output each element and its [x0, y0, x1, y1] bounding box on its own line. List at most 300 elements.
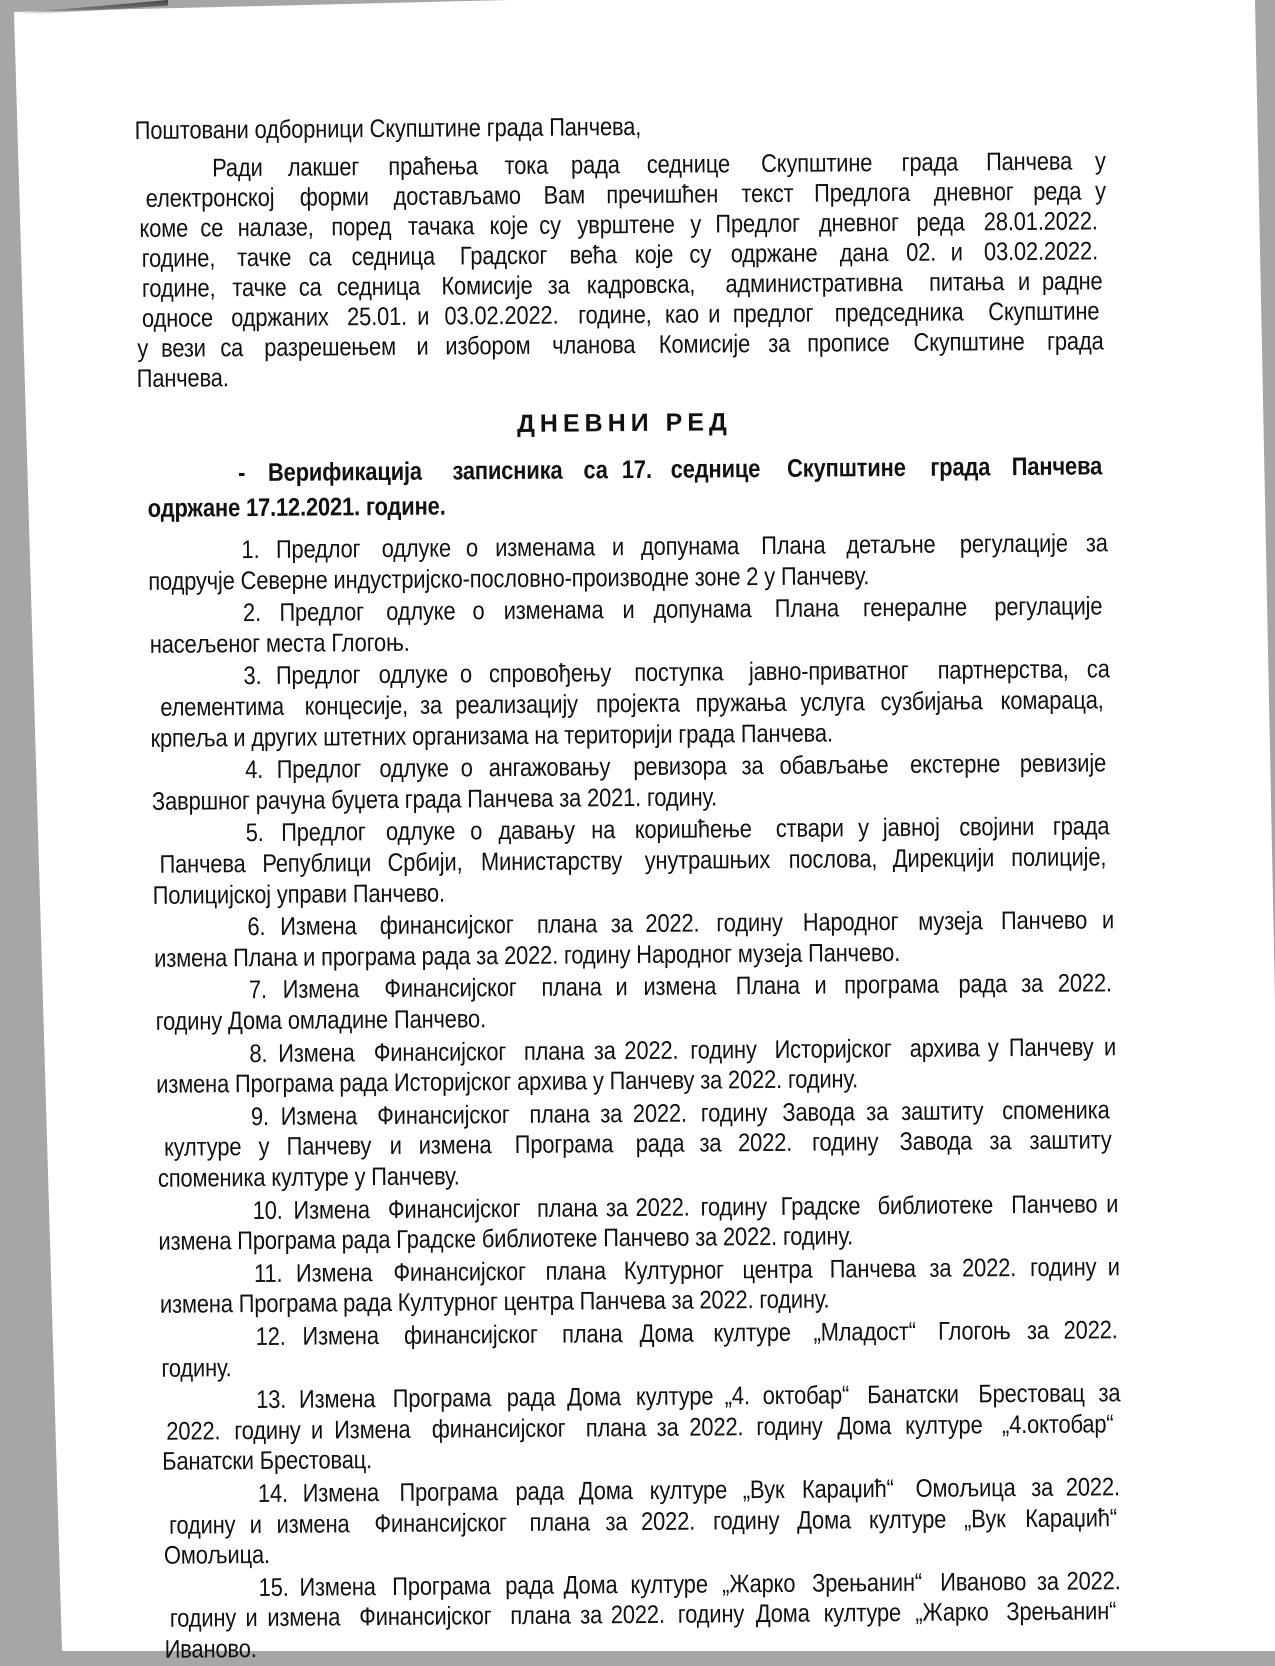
salutation: Поштовани одборници Скупштине града Панчева, — [134, 112, 642, 145]
word: обављање — [779, 751, 889, 781]
word: електронској — [145, 183, 275, 213]
word: пројекта — [596, 689, 681, 719]
word: плана — [545, 1257, 607, 1286]
word: 5. — [245, 819, 265, 848]
word: о — [471, 597, 485, 626]
word: Панчева — [1011, 452, 1103, 482]
agenda-item-14: Омољица. — [163, 1541, 270, 1570]
word: октобар“ — [762, 1381, 850, 1411]
word: Омољица — [914, 1474, 1016, 1503]
word: Дирекцији — [893, 844, 995, 874]
word: Скупштине — [987, 297, 1100, 327]
word: за — [929, 1254, 952, 1283]
word: плана — [585, 1413, 647, 1443]
word: изменама — [494, 533, 595, 563]
word: пружања — [695, 688, 787, 718]
word: на — [591, 816, 616, 845]
word: концесије, — [304, 691, 408, 721]
word: Скупштине — [761, 149, 873, 179]
word: у — [1095, 147, 1107, 176]
agenda-item-12: годину. — [160, 1353, 232, 1383]
word: године, — [141, 274, 216, 303]
word: административна — [724, 268, 903, 299]
word: са — [583, 456, 608, 485]
word: Финансијског — [373, 1508, 507, 1538]
word: за — [600, 1099, 623, 1129]
word: финансијског — [380, 911, 515, 941]
word: и — [389, 1132, 402, 1161]
word: 2022. — [645, 909, 700, 939]
word: Панчеву — [1009, 1033, 1095, 1062]
word: 4. — [244, 756, 264, 785]
word: 2022. — [624, 1036, 679, 1065]
agenda-item-8: измена Програма рада Историјског архива у Панчеву за 2022. годину. — [156, 1065, 859, 1099]
word: заштиту — [900, 1097, 983, 1126]
word: одлуке — [379, 754, 449, 784]
word: рада — [635, 1130, 685, 1159]
word: за — [1086, 529, 1109, 558]
word: 11. — [253, 1259, 283, 1288]
word: Финансијског — [393, 1257, 526, 1287]
word: за — [1036, 1567, 1059, 1596]
word: и — [311, 1416, 324, 1445]
word: Комисије — [440, 271, 533, 301]
word: 03.02.2022. — [444, 301, 559, 331]
word: у — [258, 1133, 270, 1162]
word: Градског — [459, 241, 548, 271]
intro-line: Панчева. — [136, 364, 229, 393]
word: Културног — [623, 1256, 725, 1285]
word: Финансијског — [373, 1037, 507, 1067]
word: за — [767, 329, 790, 358]
word: Панчева — [829, 1254, 916, 1284]
word: - — [237, 459, 246, 488]
word: финансијског — [404, 1320, 538, 1350]
word: Верификација — [267, 457, 422, 487]
word: Финансијског — [377, 1100, 511, 1130]
word: допунама — [641, 532, 740, 561]
word: Комисије — [658, 330, 750, 359]
word: 2022. — [737, 1129, 793, 1158]
word: дневног — [819, 208, 900, 238]
agenda-item-13 — [162, 1409, 1123, 1447]
word: које — [634, 240, 674, 270]
word: регулације — [959, 529, 1068, 559]
word: 2022. — [688, 1413, 744, 1442]
word: послова, — [788, 845, 877, 874]
word: годину — [1030, 1253, 1097, 1282]
word: 9. — [250, 1102, 269, 1131]
word: су — [689, 240, 712, 269]
word: 2022. — [1063, 1316, 1118, 1345]
word: културе — [635, 1382, 714, 1412]
word: спровођењу — [488, 659, 612, 689]
word: године, — [141, 244, 216, 273]
word: 2022. — [635, 1193, 690, 1222]
word: са — [1087, 655, 1111, 684]
word: плана — [537, 1193, 598, 1223]
word: Панчево — [1001, 906, 1088, 936]
word: односе — [141, 304, 214, 333]
word: града — [901, 148, 959, 177]
word: коришћење — [634, 815, 753, 845]
word: Измена — [295, 1258, 372, 1288]
word: Предлог — [280, 818, 366, 848]
word: Измена — [280, 1102, 357, 1131]
word: Измена — [298, 1385, 376, 1414]
word: предлог — [732, 299, 813, 329]
word: 2022. — [166, 1417, 221, 1446]
word: услуга — [800, 688, 866, 717]
verification-line — [237, 451, 1109, 488]
agenda-item-8 — [248, 1032, 1118, 1069]
word: Републици — [262, 849, 372, 878]
word: одлуке — [385, 597, 456, 627]
word: рада — [506, 1383, 556, 1413]
word: Измена — [302, 1479, 379, 1508]
word: 2022. — [632, 1099, 687, 1128]
word: јавној — [882, 814, 941, 843]
word: јавно-приватног — [748, 657, 909, 687]
agenda-item-14 — [163, 1503, 1124, 1541]
word: у — [858, 814, 870, 843]
agenda-item-6: измена Плана и програма рада за 2022. годину Народног музеја Панчево. — [154, 938, 901, 973]
word: 7. — [248, 976, 267, 1005]
word: прописе — [806, 329, 890, 358]
word: Скупштине — [786, 453, 906, 483]
word: Финансијског — [387, 1194, 521, 1224]
agenda-item-5 — [153, 842, 1115, 880]
word: Плана — [735, 972, 800, 1001]
word: града — [1052, 812, 1110, 842]
word: реализацију — [454, 690, 578, 720]
word: Панчеву — [286, 1132, 372, 1162]
word: и — [1102, 906, 1115, 935]
agenda-item-3 — [150, 685, 1112, 723]
word: Дома — [563, 1570, 618, 1600]
word: Панчева — [985, 147, 1072, 177]
word: Иваново — [939, 1567, 1026, 1597]
word: културе — [905, 1411, 983, 1440]
agenda-item-7: годину Дома омладине Панчево. — [155, 1005, 486, 1036]
word: Караџић“ — [1024, 1503, 1117, 1533]
word: културе — [163, 1133, 242, 1163]
word: за — [593, 1036, 616, 1065]
word: годину — [677, 1600, 744, 1630]
word: питања — [929, 268, 1005, 297]
word: Народног — [802, 908, 899, 937]
word: „Вук — [742, 1475, 785, 1505]
word: вези — [161, 334, 207, 363]
word: форми — [299, 183, 369, 212]
word: годину — [690, 1035, 758, 1065]
word: Панчево — [1010, 1190, 1098, 1219]
agenda-item-9 — [157, 1126, 1118, 1164]
word: реда — [1033, 177, 1082, 206]
agenda-item-2: насељеног места Глогоњ. — [149, 628, 410, 659]
agenda-item-1: подручје Северне индустријско-пословно-производне зоне 2 у Панчеву. — [148, 561, 870, 596]
word: споменика — [1002, 1096, 1110, 1125]
word: Плана — [774, 594, 840, 624]
word: и — [622, 596, 635, 625]
word: допунама — [653, 595, 752, 625]
word: 3. — [243, 662, 262, 691]
word: културе — [869, 1505, 947, 1534]
word: за — [989, 1127, 1012, 1156]
word: годину — [756, 1412, 824, 1441]
word: одлуке — [381, 534, 451, 564]
word: се — [200, 214, 224, 243]
word: Предлога — [814, 178, 911, 208]
agenda-item-7 — [247, 969, 1117, 1006]
word: које — [489, 211, 529, 241]
word: Измена — [282, 975, 360, 1005]
word: ревизора — [633, 752, 727, 782]
word: већа — [569, 241, 617, 270]
word: 2022. — [610, 1601, 665, 1630]
word: и — [417, 302, 430, 331]
word: културе — [630, 1570, 708, 1599]
word: сузбијања — [880, 687, 983, 717]
word: Измена — [334, 1415, 412, 1445]
word: Банатски — [866, 1380, 959, 1410]
word: тачке — [232, 273, 287, 303]
word: пречишћен — [606, 180, 719, 210]
word: тока — [504, 151, 549, 181]
word: за — [1021, 970, 1044, 999]
word: за — [656, 1413, 679, 1442]
word: одржаних — [231, 303, 330, 333]
word: 02. — [906, 238, 937, 267]
word: лакшег — [288, 153, 360, 182]
word: програма — [843, 971, 939, 1000]
word: дана — [839, 239, 889, 268]
word: „Младост“ — [813, 1317, 916, 1347]
word: унутрашњих — [644, 845, 770, 875]
word: и — [1017, 267, 1031, 297]
word: плана — [536, 910, 598, 940]
word: Србији, — [387, 848, 463, 877]
word: поред — [331, 212, 392, 242]
word: измена — [276, 1509, 350, 1539]
word: и — [1106, 1189, 1119, 1218]
word: разрешењем — [264, 332, 397, 362]
word: годину — [234, 1416, 301, 1446]
agenda-item-4 — [243, 748, 1113, 785]
word: и — [950, 238, 964, 267]
word: одржане — [730, 239, 818, 269]
word: изменама — [503, 596, 604, 626]
word: Вам — [543, 181, 586, 210]
word: измена — [643, 972, 717, 1002]
word: рада — [504, 1571, 554, 1600]
word: елементима — [160, 692, 285, 722]
word: Зрењанин“ — [1006, 1597, 1117, 1627]
word: за — [604, 1507, 627, 1536]
word: измена — [418, 1131, 492, 1161]
word: заштиту — [1029, 1126, 1113, 1156]
word: „Жарко — [915, 1598, 990, 1628]
word: са — [298, 273, 323, 302]
word: поступка — [633, 658, 724, 688]
agenda-item-3: крпеља и других штетних организама на територији града Панчева. — [150, 719, 834, 753]
word: су — [539, 211, 562, 240]
word: града — [1047, 327, 1104, 356]
agenda-item-13: Банатски Брестовац. — [162, 1446, 373, 1477]
word: са — [220, 334, 244, 363]
word: Историјског — [774, 1034, 892, 1064]
word: 13. — [256, 1385, 287, 1415]
word: за — [1031, 1473, 1054, 1502]
word: кадровска, — [586, 270, 696, 300]
word: седнице — [646, 150, 730, 179]
agenda-item-9: споменика културе у Панчеву. — [157, 1162, 460, 1193]
word: партнерства, — [937, 656, 1070, 686]
word: за — [547, 271, 570, 300]
word: 1. — [241, 535, 260, 565]
word: Предлог — [275, 661, 361, 691]
word: Дома — [796, 1505, 851, 1535]
word: културе — [712, 1318, 791, 1348]
word: записника — [452, 456, 564, 486]
word: праћења — [388, 152, 479, 181]
word: Програма — [392, 1571, 491, 1601]
word: седница — [351, 242, 435, 272]
word: екстерне — [909, 750, 1001, 780]
word: Програма — [399, 1478, 498, 1507]
word: и — [611, 533, 625, 562]
agenda-item-10: измена Програма рада Градске библиотеке Панчево за 2022. годину. — [158, 1222, 854, 1256]
word: архива — [909, 1033, 980, 1063]
word: 8. — [249, 1039, 268, 1068]
word: 6. — [247, 913, 266, 942]
word: рада — [958, 970, 1008, 999]
word: Зрењанин“ — [811, 1568, 922, 1598]
word: 2022. — [1057, 969, 1113, 999]
word: Дома — [756, 1600, 811, 1629]
word: за — [866, 1097, 889, 1127]
word: плана — [510, 1601, 571, 1631]
word: библиотеке — [877, 1190, 994, 1220]
agenda-item-5: Полицијској управи Панчево. — [153, 879, 446, 910]
word: културе — [649, 1476, 728, 1505]
word: као — [665, 300, 700, 329]
word: са — [308, 243, 332, 272]
word: плана — [529, 1100, 591, 1129]
word: града — [929, 453, 990, 482]
word: за — [579, 1601, 603, 1630]
word: 28.01.2022. — [984, 207, 1099, 237]
word: налазе, — [237, 213, 314, 243]
agenda-item-4: Завршног рачуна буџета града Панчева за 2021. годину. — [151, 783, 717, 816]
word: и — [814, 971, 827, 1001]
intro-line — [136, 326, 1108, 364]
word: Плана — [760, 531, 826, 561]
word: годину — [712, 1506, 780, 1536]
word: годину — [700, 1098, 767, 1128]
agenda-item-11: измена Програма рада Културног центра Панчева за 2022. годину. — [159, 1285, 830, 1320]
word: плана — [561, 1320, 623, 1349]
word: Предлог — [714, 209, 800, 239]
word: годину — [168, 1510, 236, 1540]
word: о — [460, 754, 473, 783]
verification-line: одржане 17.12.2021. године. — [147, 492, 446, 523]
word: Измена — [293, 1195, 370, 1225]
word: 12. — [255, 1322, 286, 1352]
word: за — [741, 752, 764, 781]
word: Дома — [639, 1319, 695, 1349]
word: за — [419, 691, 442, 720]
word: седнице — [670, 455, 761, 484]
word: плана — [540, 973, 602, 1003]
word: председника — [834, 298, 964, 328]
word: и — [615, 973, 628, 1002]
word: рада — [515, 1477, 565, 1506]
word: за — [605, 1193, 629, 1222]
word: Панчева — [159, 850, 247, 879]
word: Завода — [899, 1127, 972, 1157]
agenda-heading: ДНЕВНИ РЕД — [516, 408, 732, 438]
word: и — [1107, 1253, 1120, 1282]
word: Глогоњ — [938, 1317, 1011, 1346]
word: Дома — [836, 1411, 891, 1441]
word: 14. — [257, 1479, 288, 1509]
word: у — [137, 334, 149, 363]
word: о — [459, 660, 473, 689]
word: о — [465, 534, 478, 563]
word: и — [249, 1510, 262, 1539]
word: Измена — [302, 1322, 379, 1351]
word: седница — [336, 272, 421, 302]
word: детаљне — [845, 530, 936, 560]
word: ствари — [775, 814, 844, 844]
word: достављамо — [393, 181, 522, 211]
word: у — [988, 1033, 1000, 1062]
word: годину — [170, 1604, 237, 1634]
word: 2022. — [640, 1507, 696, 1536]
agenda-item-10 — [250, 1189, 1119, 1226]
word: ревизије — [1019, 749, 1107, 779]
word: у — [1095, 177, 1107, 206]
word: за — [1098, 1379, 1121, 1408]
word: својини — [958, 813, 1035, 842]
word: Програма — [392, 1384, 492, 1414]
word: годину — [715, 909, 783, 938]
word: Караџић“ — [801, 1475, 894, 1504]
word: годину — [700, 1192, 768, 1222]
word: 25.01. — [346, 302, 407, 332]
word: одлуке — [378, 660, 448, 690]
word: Програма — [514, 1130, 614, 1160]
agenda-item-15: Иваново. — [164, 1635, 258, 1664]
word: радне — [1042, 267, 1104, 296]
word: Скупштине — [913, 327, 1025, 357]
word: давању — [498, 816, 575, 846]
word: Измена — [277, 1038, 355, 1068]
word: и — [416, 332, 429, 361]
word: Финансијског — [384, 974, 517, 1004]
word: 2. — [242, 599, 261, 628]
word: Градске — [780, 1191, 861, 1221]
word: за — [699, 1129, 722, 1158]
agenda-item-1 — [240, 528, 1110, 565]
word: и — [245, 1604, 258, 1633]
word: коме — [139, 214, 189, 243]
word: дневног — [933, 178, 1014, 207]
word: и — [707, 300, 721, 329]
word: 2022. — [961, 1253, 1017, 1283]
word: и — [1104, 1032, 1117, 1061]
